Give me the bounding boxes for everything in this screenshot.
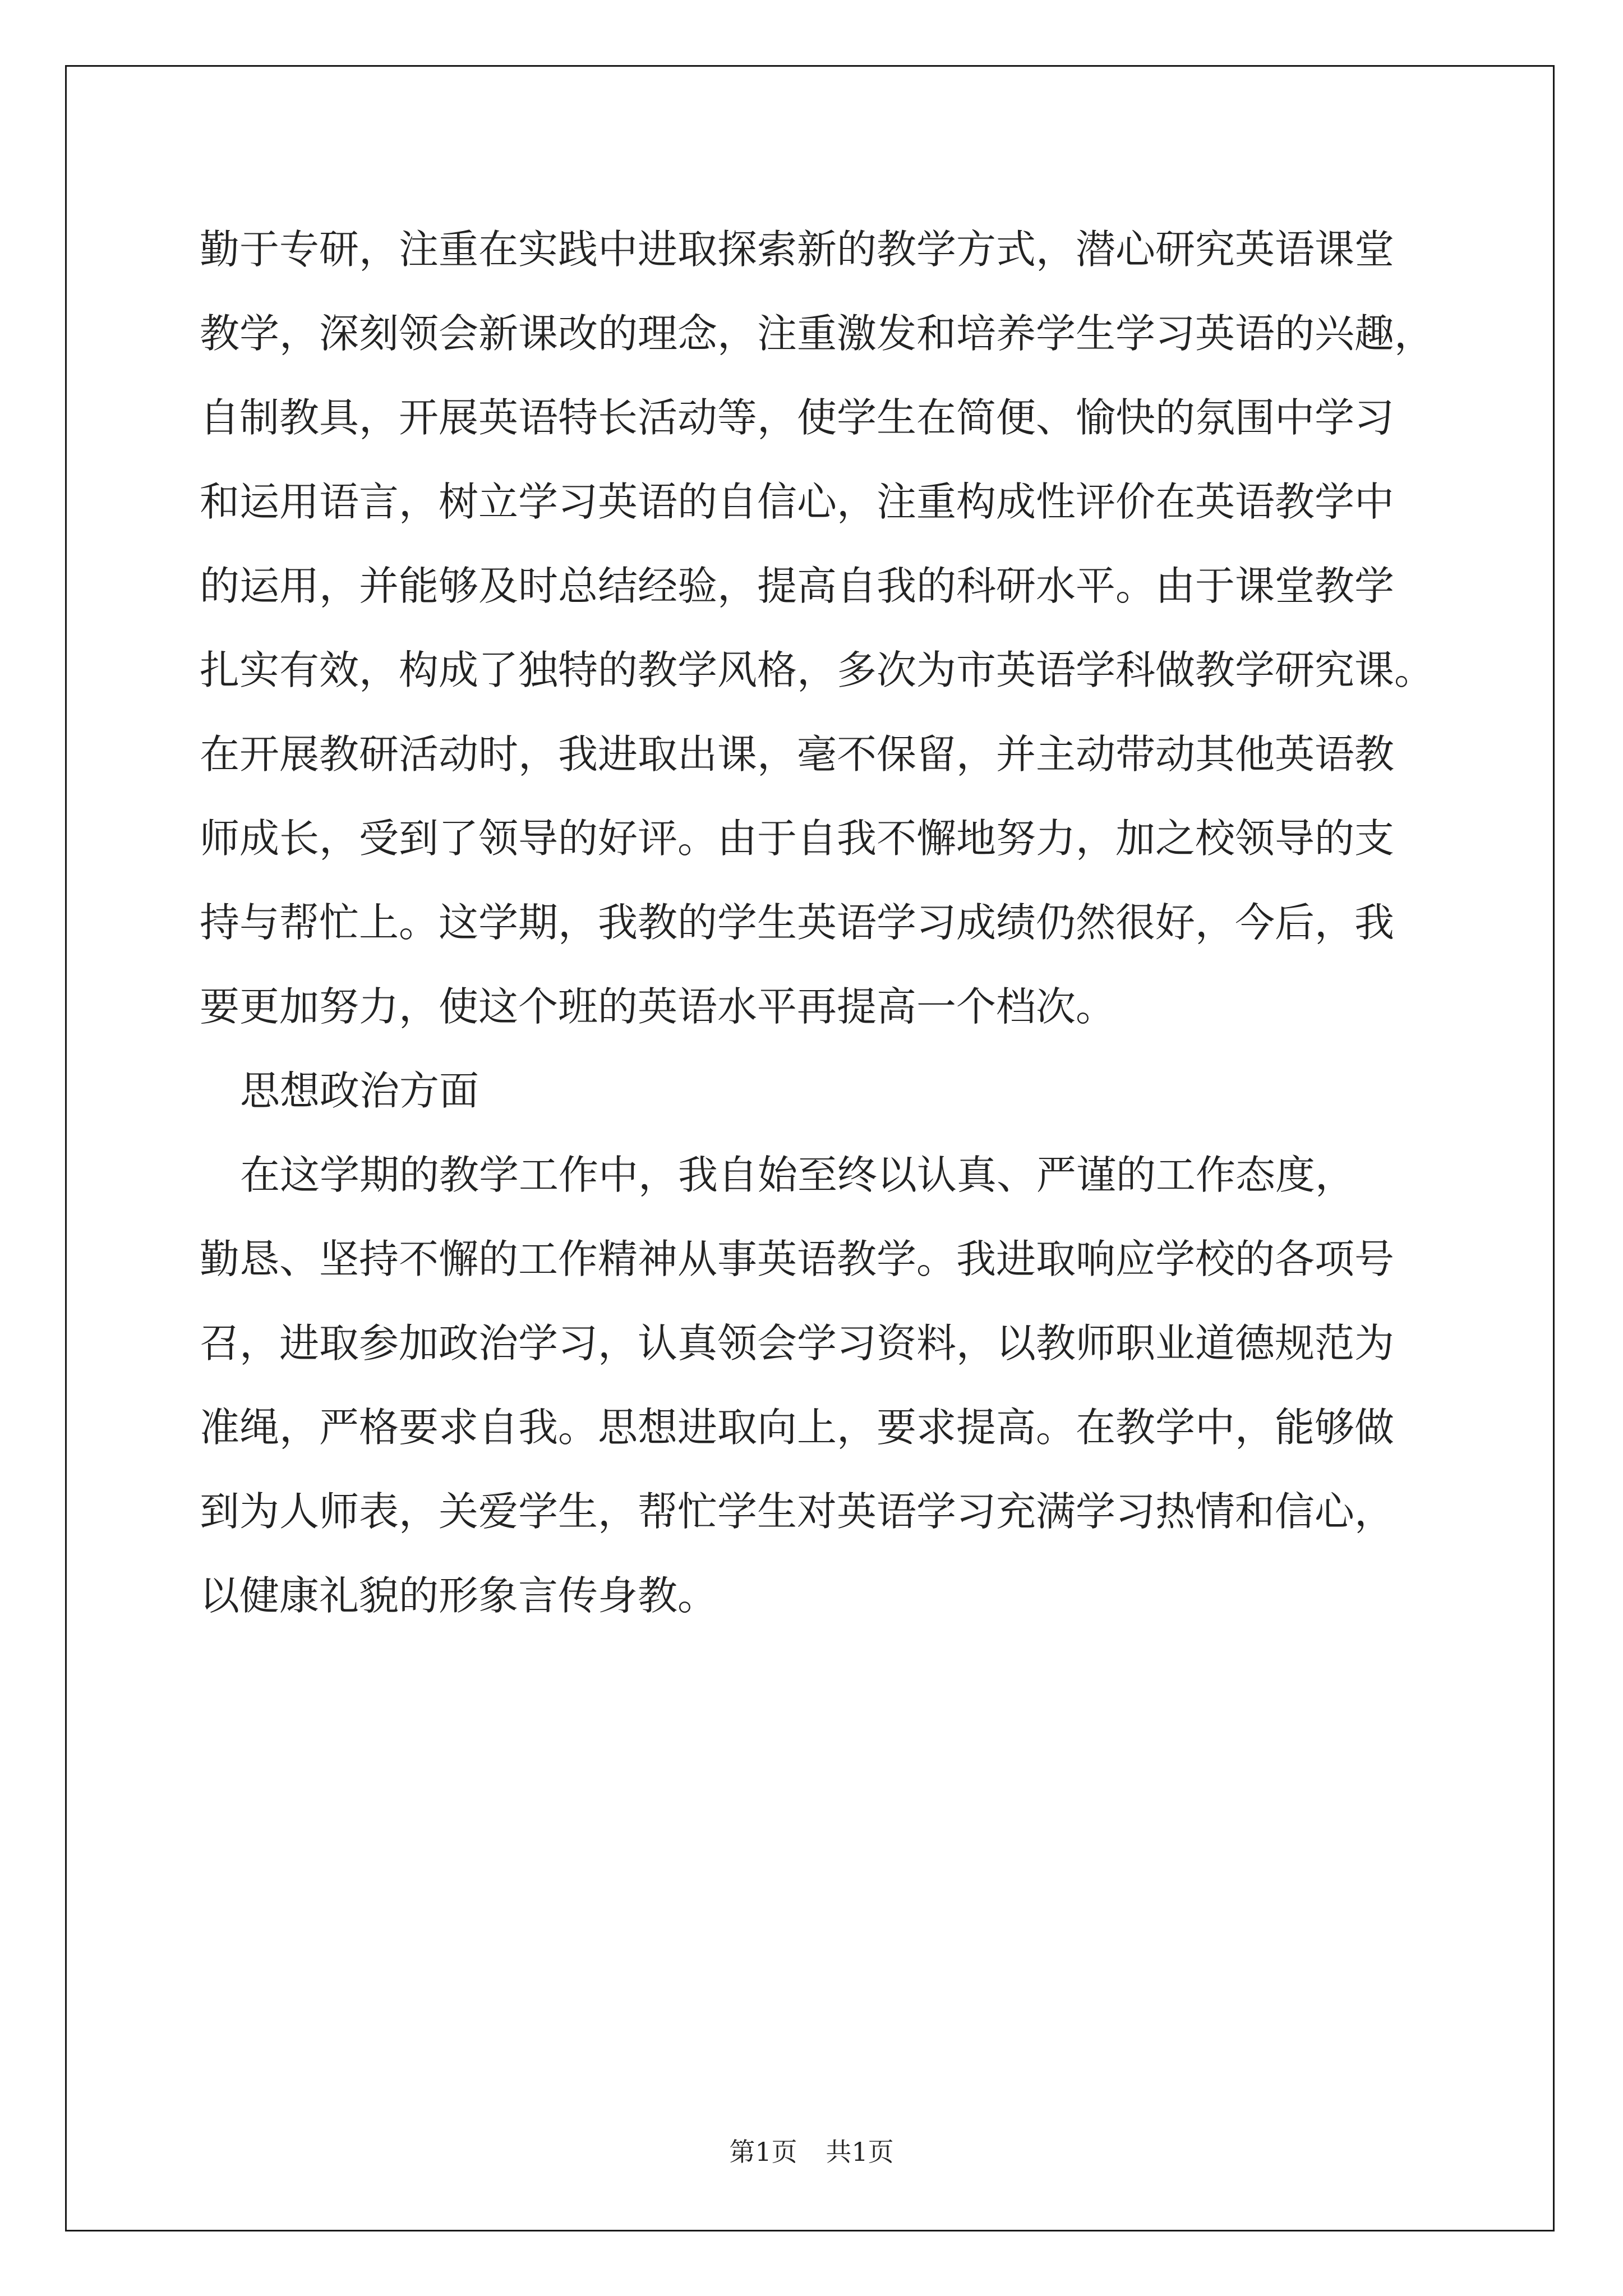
text-line: 勤于专研，注重在实践中进取探索新的教学方式，潜心研究英语课堂 [200, 226, 1395, 273]
text-line: 在这学期的教学工作中，我自始至终以认真、严谨的工作态度， [240, 1152, 1355, 1198]
text-line: 和运用语言，树立学习英语的自信心，注重构成性评价在英语教学中 [200, 478, 1395, 525]
text-line: 扎实有效，构成了独特的教学风格，多次为市英语学科做教学研究课。 [200, 647, 1435, 693]
text-line: 在开展教研活动时，我进取出课，毫不保留，并主动带动其他英语教 [200, 731, 1395, 777]
document-body [200, 208, 1435, 1638]
text-line: 准绳，严格要求自我。思想进取向上，要求提高。在教学中，能够做 [200, 1404, 1395, 1451]
text-line: 持与帮忙上。这学期，我教的学生英语学习成绩仍然很好，今后，我 [200, 899, 1395, 946]
page-footer [0, 2132, 1623, 2169]
text-line: 召，进取参加政治学习，认真领会学习资料，以教师职业道德规范为 [200, 1320, 1395, 1366]
text-line: 的运用，并能够及时总结经验，提高自我的科研水平。由于课堂教学 [200, 563, 1395, 609]
paragraph-1 [200, 208, 1435, 1049]
text-line: 教学，深刻领会新课改的理念，注重激发和培养学生学习英语的兴趣， [200, 310, 1435, 357]
text-line: 到为人师表，关爱学生，帮忙学生对英语学习充满学习热情和信心， [200, 1488, 1395, 1535]
paragraph-2 [200, 1133, 1422, 1638]
text-line: 师成长，受到了领导的好评。由于自我不懈地努力，加之校领导的支 [200, 815, 1395, 862]
text-line: 以健康礼貌的形象言传身教。 [200, 1572, 718, 1619]
section-heading: 思想政治方面 [240, 1068, 479, 1114]
total-pages: 共1页 [826, 2137, 894, 2167]
text-line: 自制教具，开展英语特长活动等，使学生在简便、愉快的氛围中学习 [200, 394, 1395, 441]
text-line: 勤恳、坚持不懈的工作精神从事英语教学。我进取响应学校的各项号 [200, 1236, 1395, 1282]
text-line: 要更加努力，使这个班的英语水平再提高一个档次。 [200, 983, 1116, 1030]
page-number: 第1页 [729, 2137, 797, 2167]
